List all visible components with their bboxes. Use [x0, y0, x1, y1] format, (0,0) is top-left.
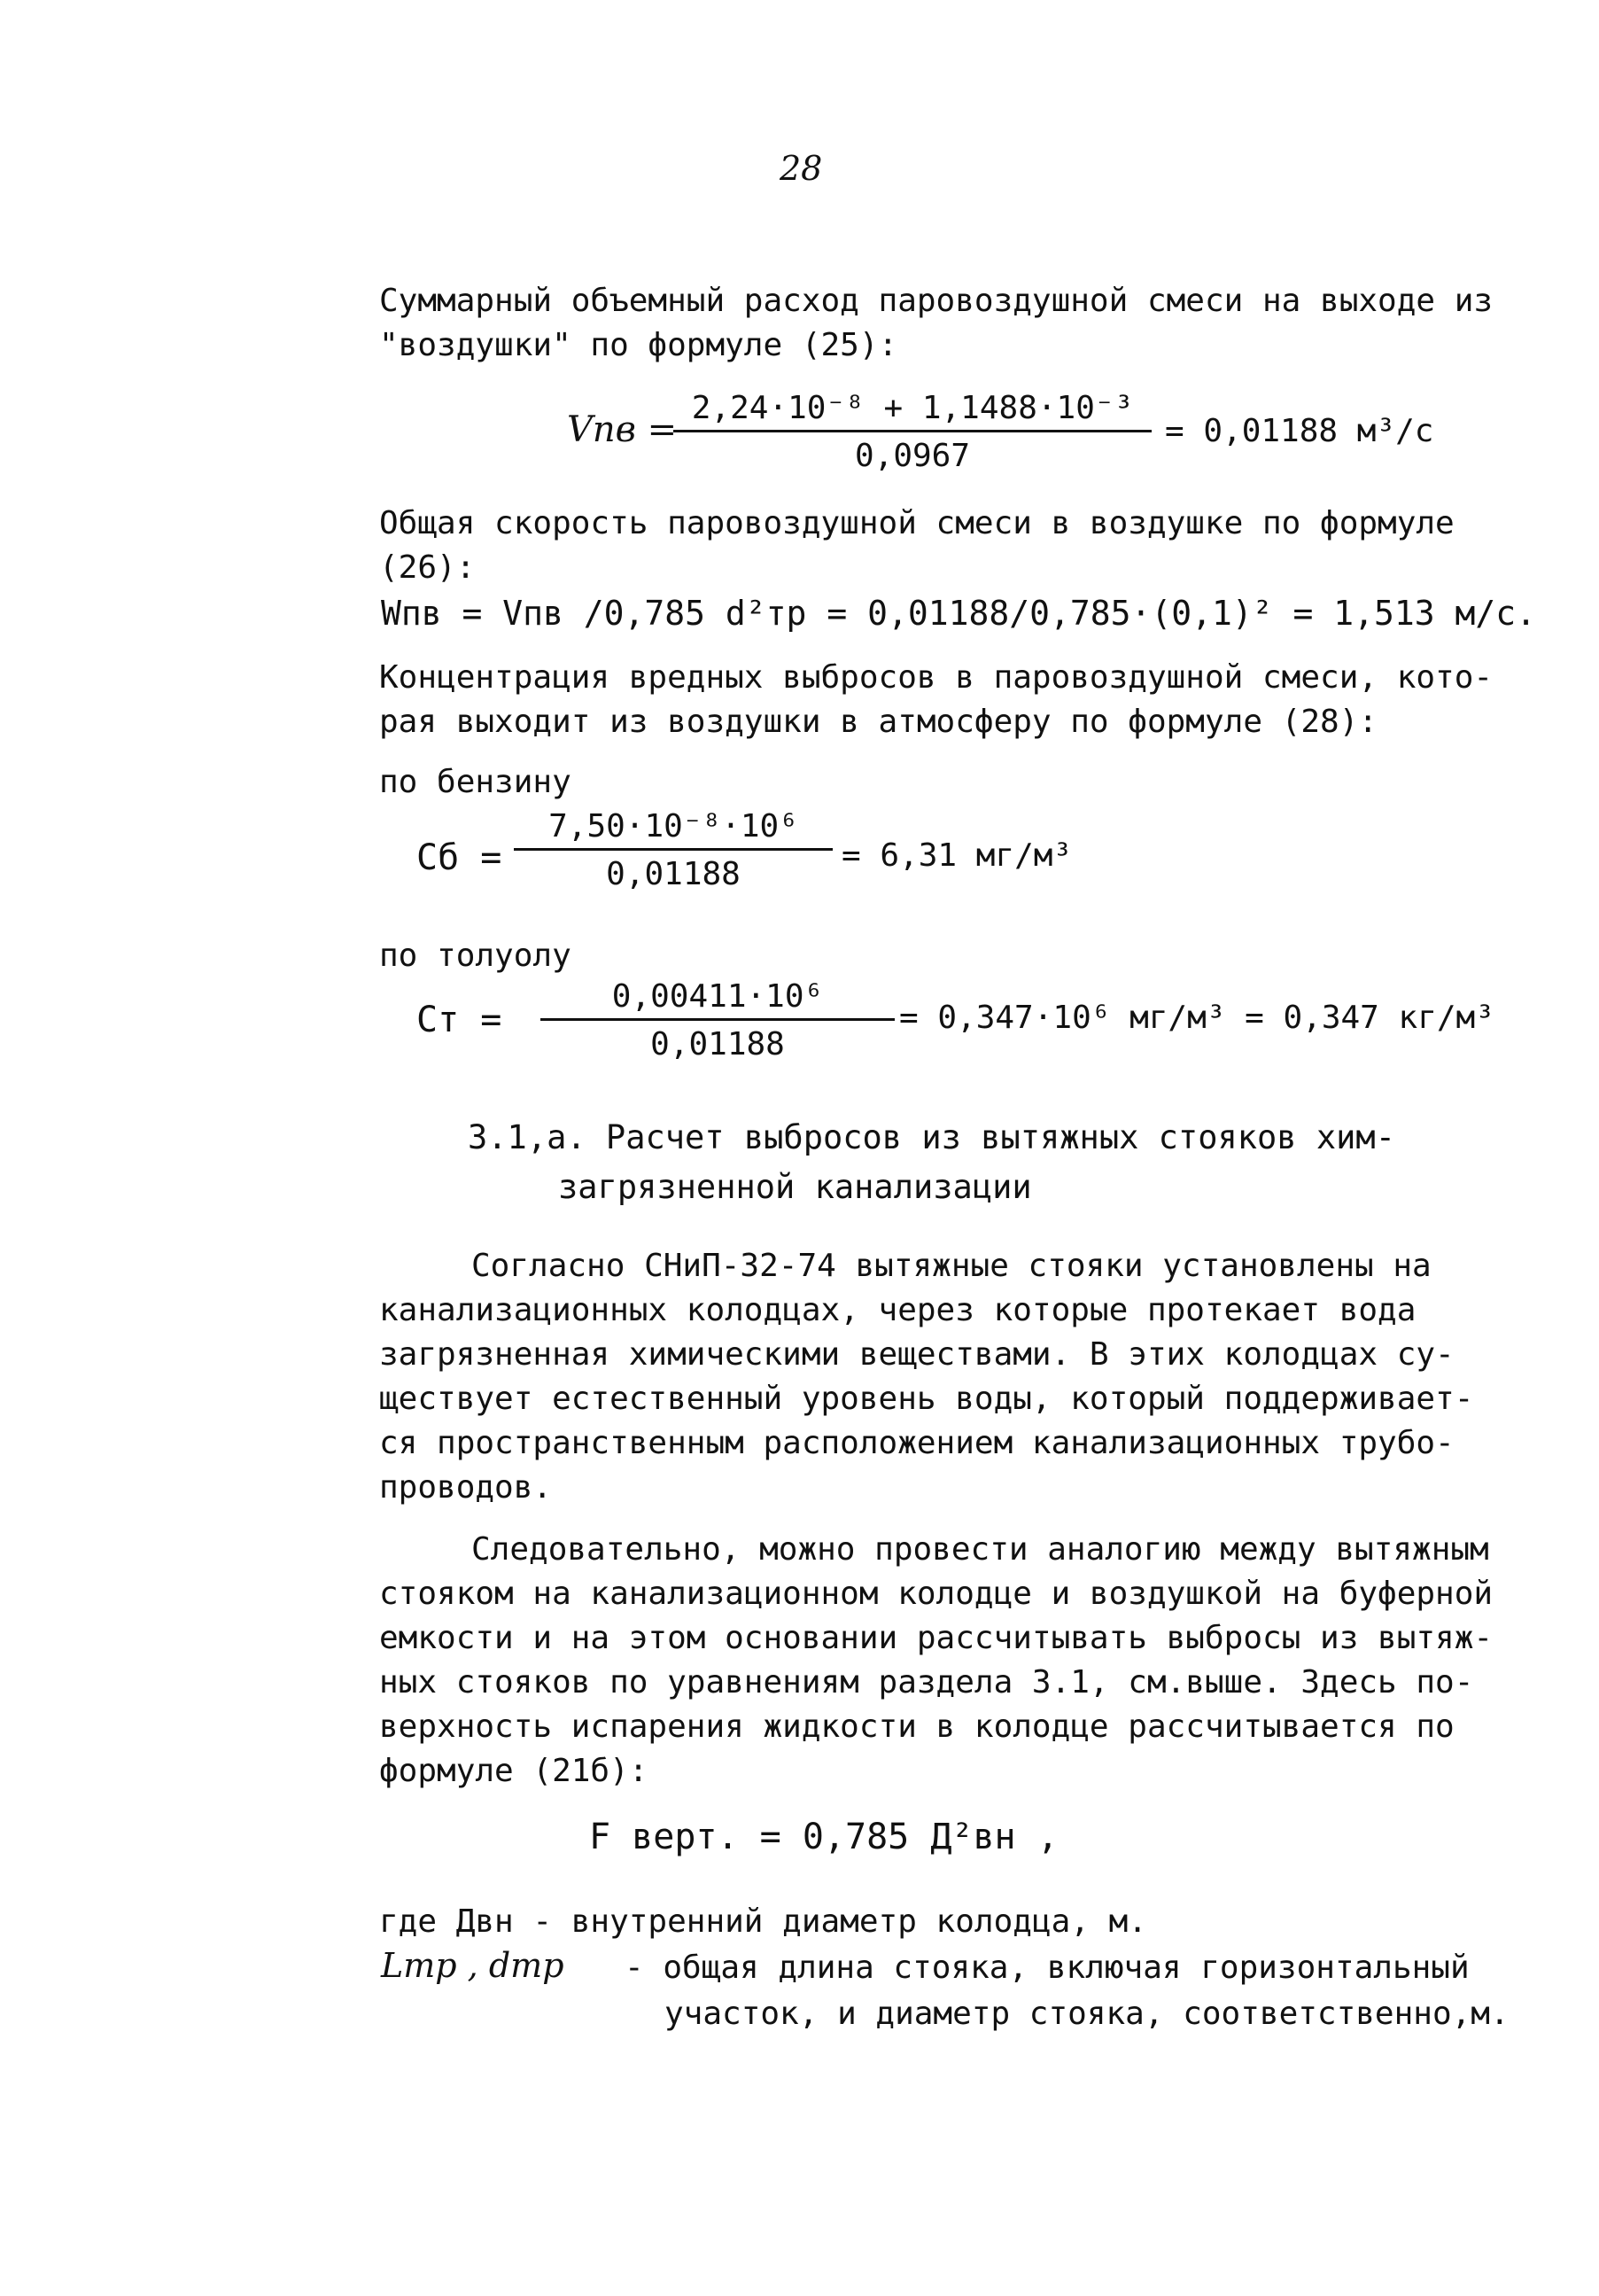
formula-benzin-numerator: 7,50·10⁻⁸·10⁶ — [514, 808, 833, 851]
text-line: канализационных колодцах, через которые протекает вода — [379, 1292, 1417, 1328]
text-line: Суммарный объемный расход паровоздушной смеси на выходе из — [379, 283, 1494, 319]
paragraph-analogy — [379, 1528, 1493, 1794]
text-line: емкости и на этом основании рассчитывать выбросы из вытяж- — [379, 1620, 1494, 1656]
formula-25-fraction — [673, 390, 1152, 474]
text-line: стояком на канализационном колодце и воздушкой на буферной — [379, 1576, 1494, 1612]
text-line: Общая скорость паровоздушной смеси в воздушке по формуле — [379, 505, 1455, 541]
text-line: проводов. — [379, 1469, 553, 1506]
text-line: рая выходит из воздушки в атмосферу по формуле (28): — [379, 704, 1378, 740]
text-line: загрязненная химическими веществами. В этих колодцах су- — [379, 1336, 1455, 1373]
paragraph-snip — [379, 1244, 1473, 1510]
formula-toluol-lhs: Cт = — [416, 1000, 502, 1040]
label-benzin: по бензину — [379, 764, 571, 800]
text-line: Концентрация вредных выбросов в паровоздушной смеси, кото- — [379, 659, 1494, 696]
text-line: верхность испарения жидкости в колодце рассчитывается по — [379, 1708, 1455, 1745]
formula-25-numerator: 2,24·10⁻⁸ + 1,1488·10⁻³ — [673, 390, 1152, 432]
text-line: "воздушки" по формуле (25): — [379, 327, 898, 363]
formula-toluol-denominator: 0,01188 — [650, 1026, 785, 1062]
formula-toluol-result: = 0,347·10⁶ мг/м³ = 0,347 кг/м³ — [899, 1000, 1494, 1036]
text-line: ных стояков по уравнениям раздела 3.1, см.выше. Здесь по- — [379, 1664, 1474, 1701]
text-line: ся пространственным расположением канализационных трубо- — [379, 1425, 1455, 1461]
definition-dvn: где Двн - внутренний диаметр колодца, м. — [379, 1903, 1147, 1940]
text-line: (26): — [379, 549, 476, 586]
formula-25-lhs: Vпв = — [567, 409, 678, 450]
formula-benzin-fraction — [514, 808, 833, 892]
formula-benzin-denominator: 0,01188 — [606, 856, 741, 892]
definition-ltr-line1: - общая длина стояка, включая горизонтальный — [625, 1950, 1470, 1986]
formula-21b: F верт. = 0,785 Д²вн , — [589, 1817, 1059, 1857]
formula-toluol-fraction — [540, 978, 895, 1062]
section-heading-line2: загрязненной канализации — [558, 1168, 1032, 1206]
formula-25-result: = 0,01188 м³/с — [1165, 413, 1434, 449]
text-line: Согласно СНиП-32-74 вытяжные стояки установлены на — [471, 1248, 1432, 1284]
formula-25-denominator: 0,0967 — [854, 438, 971, 474]
paragraph-flow-rate-intro — [379, 279, 1493, 368]
label-toluol: по толуолу — [379, 938, 571, 974]
formula-benzin-result: = 6,31 мг/м³ — [842, 837, 1073, 874]
text-line: ществует естественный уровень воды, который поддерживает- — [379, 1381, 1474, 1417]
definition-ltr-lhs: Lтр , dтр — [381, 1946, 564, 1985]
definition-ltr-line2: участок, и диаметр стояка, соответственно,м. — [664, 1996, 1510, 2032]
paragraph-velocity-intro — [379, 502, 1455, 590]
formula-toluol-numerator: 0,00411·10⁶ — [540, 978, 895, 1021]
section-heading-line1: 3.1,а. Расчет выбросов из вытяжных стояков хим- — [468, 1118, 1395, 1156]
text-line: формуле (21б): — [379, 1753, 648, 1789]
formula-26: Wпв = Vпв /0,785 d²тр = 0,01188/0,785·(0,1)² = 1,513 м/с. — [381, 594, 1537, 633]
page-number: 28 — [780, 149, 823, 188]
paragraph-concentration-intro — [379, 656, 1493, 744]
text-line: Следовательно, можно провести аналогию между вытяжным — [471, 1531, 1489, 1568]
formula-benzin-lhs: Cб = — [416, 837, 502, 878]
